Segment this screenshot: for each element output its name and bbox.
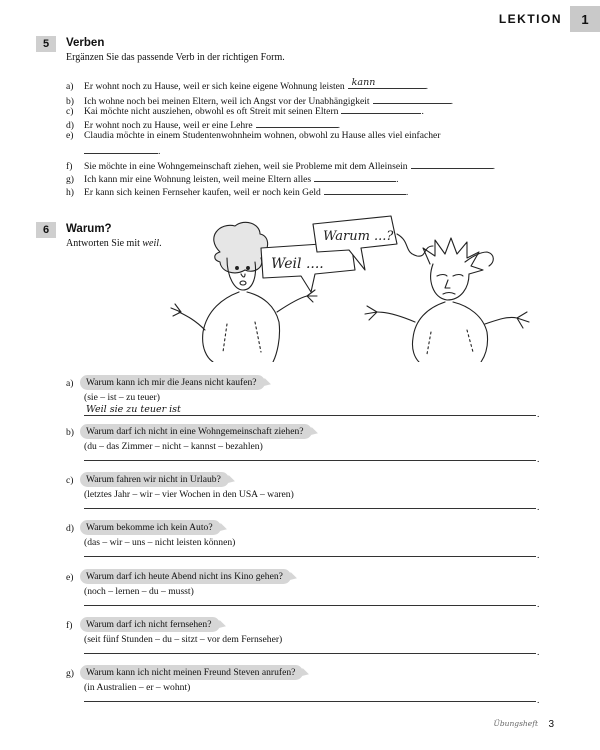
ex5-item-f [66, 158, 495, 172]
item-letter: f) [66, 620, 73, 631]
answer-period: . [537, 409, 540, 420]
item-text: Er wohnt noch zu Hause, weil er eine Lehre [84, 120, 253, 131]
exercise-5-title: Verben [66, 37, 105, 49]
answer-blank[interactable] [84, 143, 158, 154]
question-bubble: Warum darf ich nicht fernsehen? [80, 617, 220, 632]
item-letter: g) [66, 174, 74, 185]
exercise-6-number: 6 [36, 222, 56, 238]
hint-text: (noch – lernen – du – musst) [84, 586, 194, 597]
hint-text: (letztes Jahr – wir – vier Wochen in den USA – waren) [84, 489, 294, 500]
item-letter: f) [66, 161, 73, 172]
hint-text: (das – wir – uns – nicht leisten können) [84, 537, 236, 548]
ex5-item-c [66, 103, 424, 117]
answer-blank[interactable] [411, 158, 493, 169]
answer-blank[interactable] [314, 171, 396, 182]
ex5-item-a [66, 78, 428, 92]
item-letter: c) [66, 475, 74, 486]
answer-period: . [537, 454, 540, 465]
item-letter: d) [66, 120, 74, 131]
answer-period: . [537, 599, 540, 610]
item-letter: h) [66, 187, 74, 198]
question-bubble: Warum kann ich mir die Jeans nicht kaufen? [80, 375, 265, 390]
answer-line[interactable] [84, 605, 536, 606]
hint-text: (du – das Zimmer – nicht – kannst – bezahlen) [84, 441, 263, 452]
item-end: . [405, 187, 409, 198]
lesson-header [499, 6, 600, 32]
exercise-6-title: Warum? [66, 223, 112, 235]
answer-text: kann [351, 77, 376, 88]
item-text: Ich wohne noch bei meinen Eltern, weil ich Angst vor der Unabhängigkeit [84, 96, 370, 107]
exercise-5-number: 5 [36, 36, 56, 52]
item-end: . [396, 174, 399, 185]
item-text: Kai möchte nicht ausziehen, obwohl es oft Streit mit seinen Eltern [84, 106, 339, 117]
item-text: Claudia möchte in einem Studentenwohnheim wohnen, obwohl zu Hause alles viel einfacher [84, 130, 441, 141]
instruction-text: Antworten Sie mit [66, 238, 143, 249]
answer-period: . [537, 550, 540, 561]
item-end: . [158, 146, 161, 157]
answer-line[interactable] [84, 460, 536, 461]
item-letter: b) [66, 427, 74, 438]
hint-text: (seit fünf Stunden – du – sitzt – vor dem Fernseher) [84, 634, 283, 645]
answer-text: Weil sie zu teuer ist [86, 404, 181, 415]
exercise-5-instruction: Ergänzen Sie das passende Verb in der richtigen Form. [66, 52, 285, 63]
answer-line[interactable] [84, 653, 536, 654]
bubble-warum: Warum ...? [323, 229, 394, 244]
item-end: . [425, 81, 429, 92]
hint-text: (sie – ist – zu teuer) [84, 392, 160, 403]
item-letter: a) [66, 378, 74, 389]
answer-line[interactable] [84, 556, 536, 557]
answer-line[interactable] [84, 508, 536, 509]
lesson-label: LEKTION [498, 12, 562, 26]
answer-blank[interactable] [348, 78, 426, 89]
question-bubble: Warum fahren wir nicht in Urlaub? [80, 472, 229, 487]
item-end: . [421, 106, 424, 117]
answer-line[interactable] [84, 701, 536, 702]
instruction-end: . [159, 238, 162, 249]
hint-text: (in Australien – er – wohnt) [84, 682, 191, 693]
ex5-item-e-continuation [84, 143, 160, 157]
question-bubble: Warum bekomme ich kein Auto? [80, 520, 221, 535]
item-letter: d) [66, 523, 74, 534]
item-text: Sie möchte in eine Wohngemeinschaft ziehen, weil sie Probleme mit dem Alleinsein [84, 161, 408, 172]
item-letter: c) [66, 106, 74, 117]
answer-period: . [537, 695, 540, 706]
answer-period: . [537, 647, 540, 658]
ex5-item-g [66, 171, 399, 185]
answer-blank[interactable] [256, 117, 338, 128]
page-number: 3 [548, 719, 554, 730]
instruction-keyword: weil [142, 238, 160, 249]
question-bubble: Warum darf ich nicht in eine Wohngemeinschaft ziehen? [80, 424, 312, 439]
answer-line[interactable] [84, 415, 536, 416]
item-text: Er kann sich keinen Fernseher kaufen, weil er noch kein Geld [84, 187, 321, 198]
answer-blank[interactable] [324, 184, 406, 195]
item-letter: b) [66, 96, 74, 107]
exercise-6-instruction [66, 238, 162, 249]
question-bubble: Warum kann ich nicht meinen Freund Steven anrufen? [80, 665, 303, 680]
item-letter: g) [66, 668, 74, 679]
item-end: . [492, 161, 495, 172]
answer-period: . [537, 502, 540, 513]
item-end: . [337, 120, 341, 131]
question-bubble: Warum darf ich heute Abend nicht ins Kino gehen? [80, 569, 291, 584]
bubble-weil: Weil .... [271, 256, 324, 272]
item-end: . [450, 96, 454, 107]
ex5-item-e [66, 130, 440, 141]
ex5-item-h [66, 184, 408, 198]
lesson-number: 1 [570, 6, 600, 32]
footer-section: Übungsheft [493, 719, 538, 728]
item-text: Er wohnt noch zu Hause, weil er sich keine eigene Wohnung leisten [84, 81, 345, 92]
item-letter: a) [66, 81, 74, 92]
item-text: Ich kann mir eine Wohnung leisten, weil meine Eltern alles [84, 174, 312, 185]
answer-blank[interactable] [341, 103, 421, 114]
item-letter: e) [66, 130, 74, 141]
ex5-item-d [66, 117, 340, 131]
item-letter: e) [66, 572, 74, 583]
cartoon-illustration [165, 212, 565, 362]
